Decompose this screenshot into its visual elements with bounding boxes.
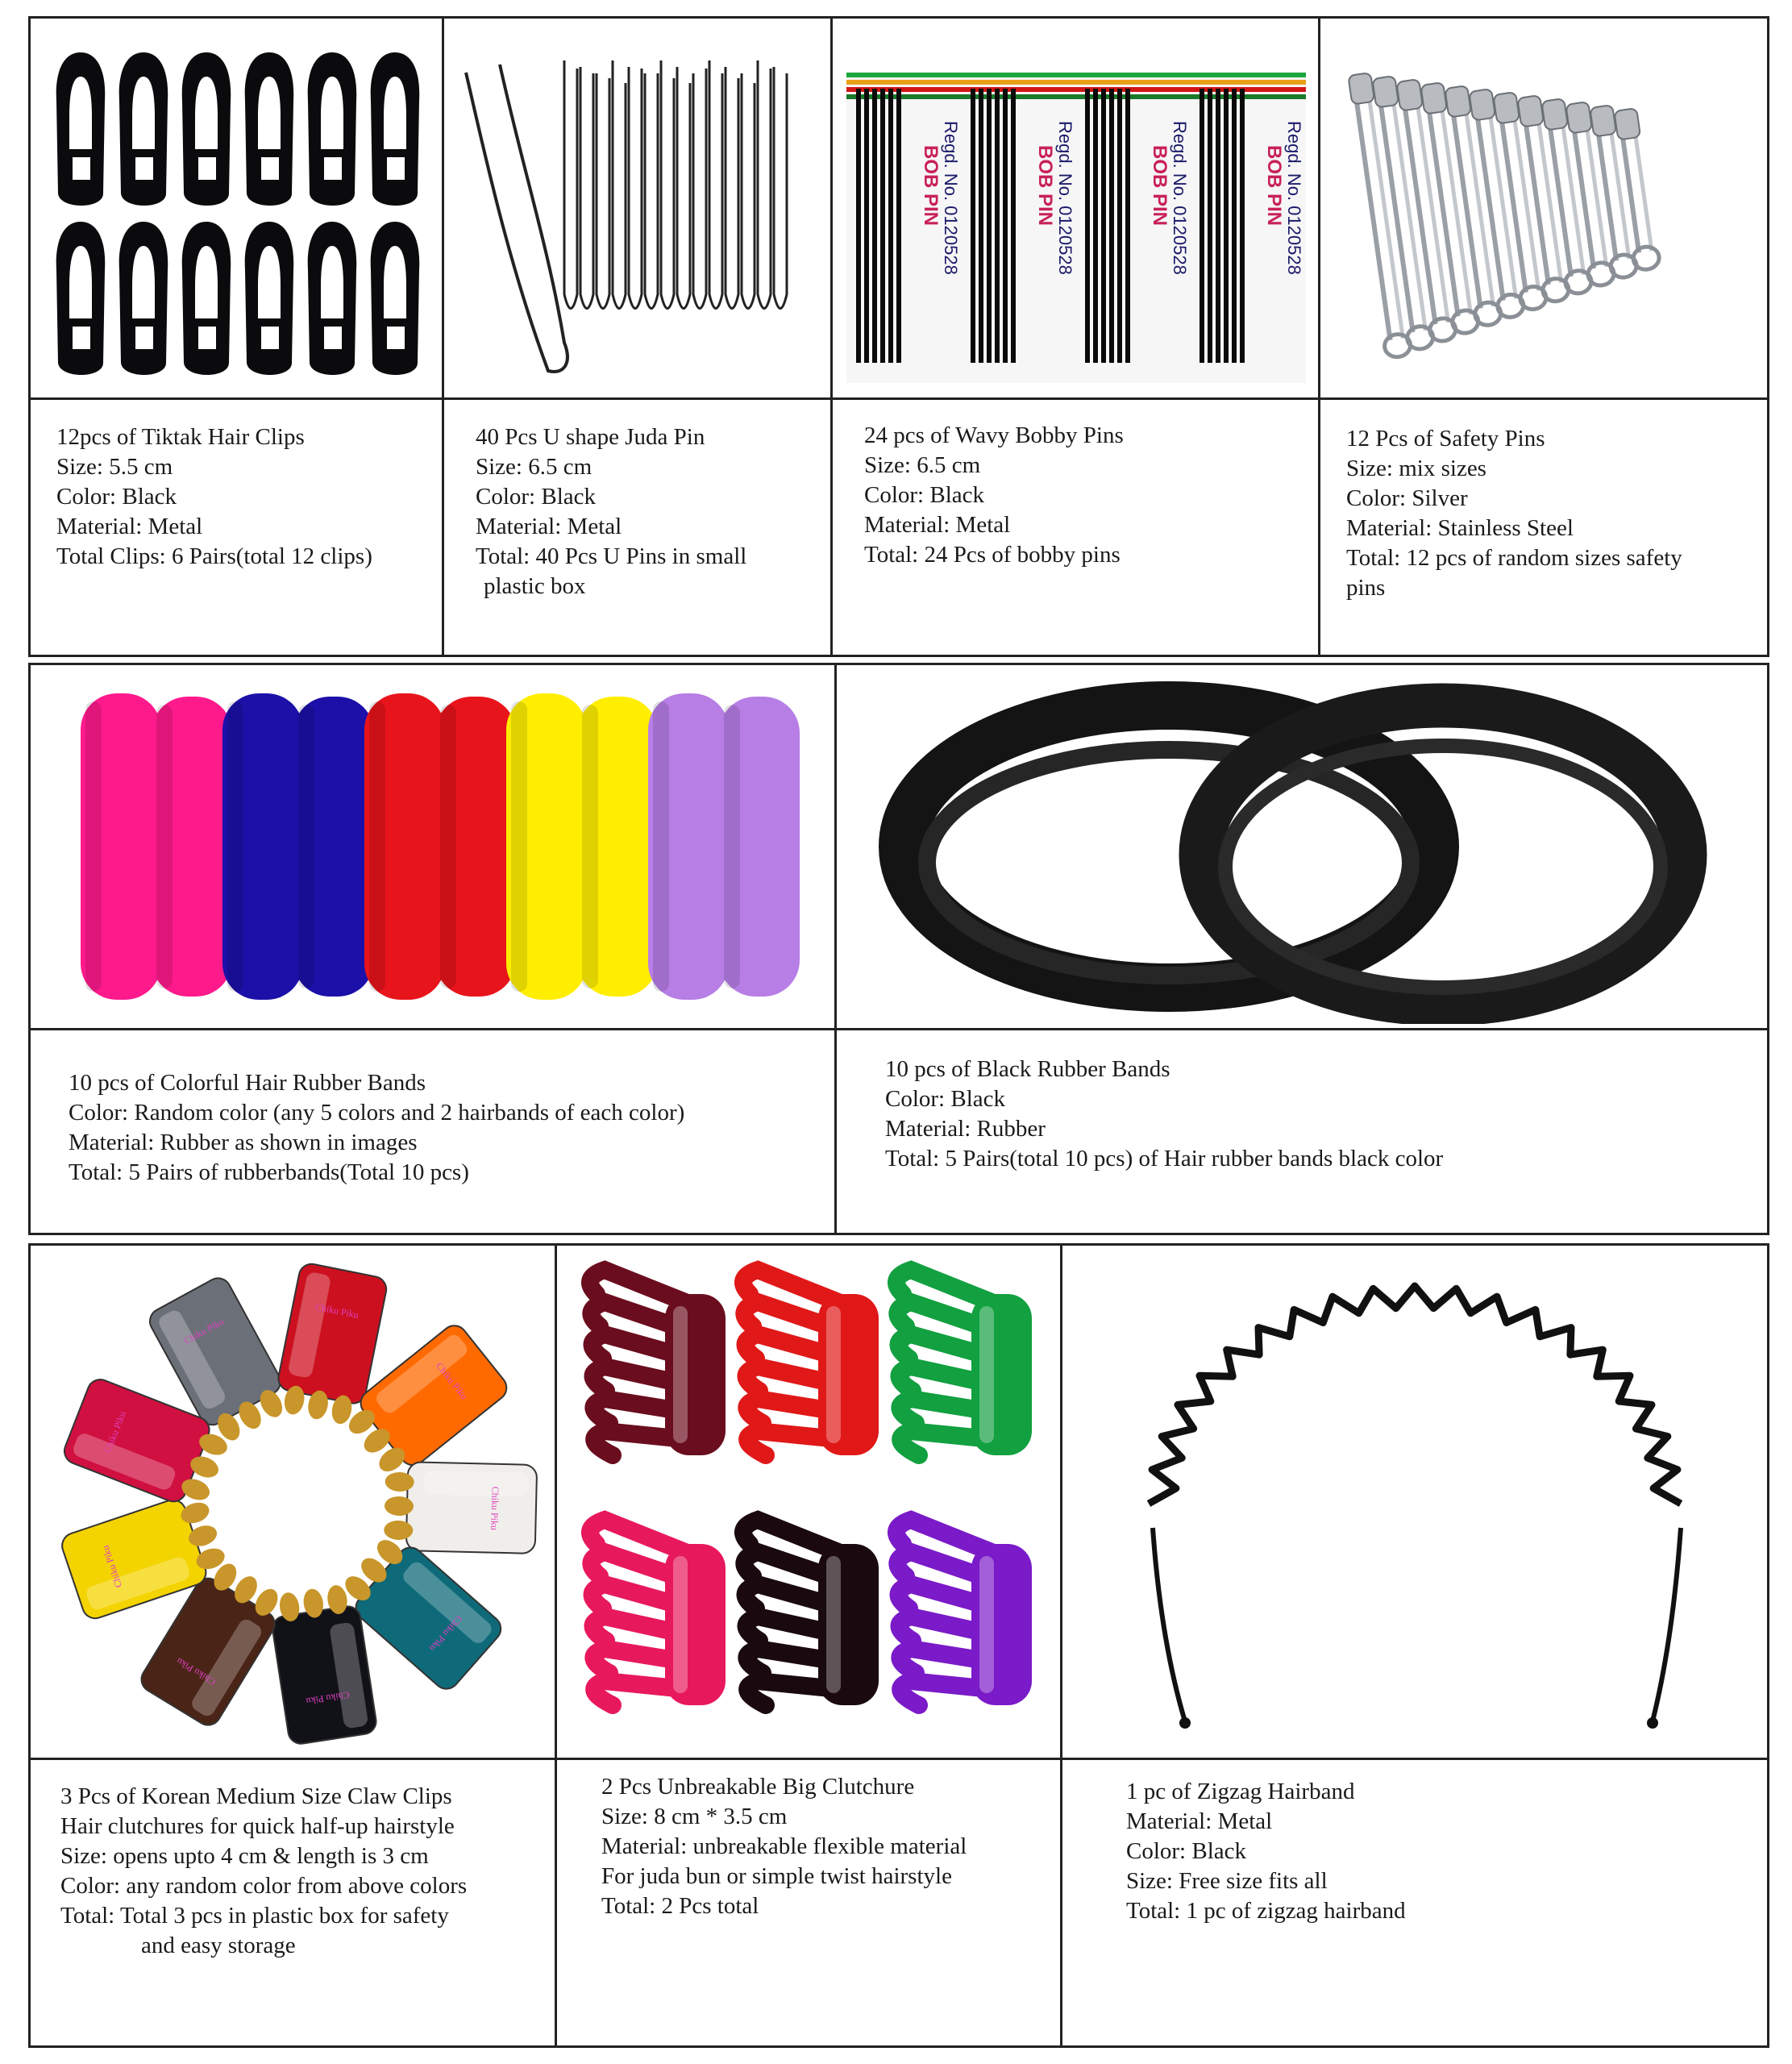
zigzag-hairband-icon [1072, 1262, 1757, 1746]
rubber-band-icon [364, 693, 445, 1000]
caption-line: For juda bun or simple twist hairstyle [601, 1863, 952, 1889]
row2-col-divider [834, 663, 837, 1235]
claw-clip-brand: Chiku Piku [426, 1613, 465, 1654]
caption-line: Total: 5 Pairs(total 10 pcs) of Hair rubber bands black color [885, 1146, 1444, 1171]
row1-col-divider-3 [1318, 16, 1320, 657]
tiktak-caption [56, 422, 372, 572]
row3-col-divider-1 [555, 1243, 557, 2048]
clutchure-icon [743, 1520, 879, 1705]
rubber-band-icon [577, 697, 658, 997]
caption-line: 3 Pcs of Korean Medium Size Claw Clips [60, 1783, 452, 1809]
caption-line: Color: Silver [1346, 485, 1468, 511]
bobby-pin-icon [1208, 89, 1212, 363]
tiktak-clip-icon [308, 222, 357, 375]
bobby-card-regd: Regd. No. 0120528 [941, 121, 961, 275]
black-bands-caption [885, 1055, 1443, 1174]
claw-clip-brand: Chiku Piku [305, 1689, 351, 1708]
big-clutchure-icon [572, 1246, 1052, 1758]
tiktak-clip-icon [245, 222, 294, 375]
clutchure-icon [590, 1270, 726, 1455]
tiktak-clip-icon [182, 222, 231, 375]
bobby-card-icon [846, 73, 1306, 383]
caption-line: Material: Metal [1126, 1808, 1273, 1834]
bobby-pin-icon [1125, 89, 1130, 363]
claw-clip-brand: Chiku Piku [181, 1315, 227, 1347]
bobby-pin-icon [987, 89, 992, 363]
caption-line: 12 Pcs of Safety Pins [1346, 426, 1545, 452]
caption-line: Size: opens upto 4 cm & length is 3 cm [60, 1843, 429, 1869]
caption-line: pins [1346, 575, 1386, 601]
tiktak-clip-icon [182, 52, 231, 206]
caption-line: Size: 6.5 cm [864, 452, 981, 478]
row1-divider [28, 397, 1769, 400]
bobby-pins-icon [846, 73, 1306, 383]
caption-line: Size: 6.5 cm [476, 454, 592, 480]
caption-line: Material: unbreakable flexible material [601, 1833, 967, 1859]
caption-line: Material: Rubber [885, 1116, 1046, 1142]
bobby-pin-icon [971, 89, 975, 363]
bobby-card-regd: Regd. No. 0120528 [1284, 121, 1304, 275]
bobby-pin-icon [896, 89, 901, 363]
zigzag-band-icon [1149, 1286, 1681, 1729]
caption-line: Total: 24 Pcs of bobby pins [864, 542, 1121, 568]
u-pins-caption [476, 422, 746, 601]
u-pins-icon [459, 52, 814, 391]
caption-line: Total: 12 pcs of random sizes safety [1346, 545, 1682, 571]
tiktak-clip-icon [245, 52, 294, 206]
rubber-band-icon [719, 697, 800, 997]
rubber-band-icon [222, 693, 303, 1000]
claw-clips-icon [48, 1254, 548, 1754]
claw-clip-icon [384, 1462, 538, 1554]
zigzag-caption [1126, 1777, 1406, 1926]
caption-line: 10 pcs of Colorful Hair Rubber Bands [69, 1070, 426, 1096]
bobby-pin-icon [1003, 89, 1008, 363]
bobby-pin-icon [880, 89, 885, 363]
bobby-pin-icon [1117, 89, 1122, 363]
bobby-card-label: BOB PIN [920, 145, 942, 227]
tiktak-clip-icon [308, 52, 357, 206]
bobby-pin-icon [864, 89, 869, 363]
rubber-band-icon [506, 693, 587, 1000]
tiktak-clip-icon [371, 222, 420, 375]
bobby-card-regd: Regd. No. 0120528 [1055, 121, 1075, 275]
caption-line: 40 Pcs U shape Juda Pin [476, 424, 705, 450]
claw-clips-caption [60, 1782, 467, 1961]
safety-pins-icon [1330, 60, 1757, 391]
bobby-pin-icon [1093, 89, 1098, 363]
bobby-card-label: BOB PIN [1263, 145, 1285, 227]
tiktak-clip-icon [56, 222, 106, 375]
caption-line: Total: 2 Pcs total [601, 1893, 759, 1919]
bobby-pin-icon [995, 89, 1000, 363]
caption-line: Hair clutchures for quick half-up hairstyle [60, 1813, 455, 1839]
bobby-pin-icon [1101, 89, 1106, 363]
caption-line: 24 pcs of Wavy Bobby Pins [864, 422, 1124, 448]
bobby-card-label: BOB PIN [1149, 145, 1170, 227]
safety-pin-icon [1395, 79, 1457, 343]
tiktak-clip-icon [56, 52, 106, 206]
caption-line: 1 pc of Zigzag Hairband [1126, 1779, 1355, 1804]
caption-line: Color: Black [1126, 1838, 1247, 1864]
caption-line: Size: mix sizes [1346, 456, 1486, 481]
safety-pin-icon [1419, 82, 1479, 335]
caption-line: Color: any random color from above colors [60, 1873, 468, 1899]
black-band-icon [903, 705, 1435, 988]
bobby-pin-icon [979, 89, 983, 363]
rubber-band-icon [152, 697, 232, 997]
bobby-pin-icon [1011, 89, 1016, 363]
bobby-pin-icon [872, 89, 877, 363]
tiktak-clips-icon [48, 48, 427, 387]
caption-line: 12pcs of Tiktak Hair Clips [56, 424, 305, 450]
bobby-pins-caption [864, 421, 1124, 570]
black-bands-icon [879, 669, 1741, 1024]
big-clutchure-caption [601, 1772, 967, 1921]
caption-line: Material: Rubber as shown in images [69, 1130, 418, 1155]
clutchure-icon [590, 1520, 726, 1705]
caption-line: Total: Total 3 pcs in plastic box for safety [60, 1903, 449, 1929]
bobby-pin-icon [1200, 89, 1204, 363]
rubber-band-icon [81, 693, 161, 1000]
clutchure-icon [896, 1520, 1032, 1705]
row1-col-divider-2 [830, 16, 833, 657]
caption-line: Color: Random color (any 5 colors and 2 hairbands of each color) [69, 1100, 685, 1126]
u-pin-icon [466, 60, 787, 372]
claw-clip-brand: Chiku Piku [174, 1655, 218, 1688]
claw-clip-brand: Chiku Piku [102, 1409, 129, 1455]
bobby-pin-icon [856, 89, 861, 363]
caption-line: Total: 40 Pcs U Pins in small [476, 543, 747, 569]
bobby-pin-icon [1232, 89, 1237, 363]
bobby-pin-icon [1216, 89, 1220, 363]
bobby-pin-icon [1224, 89, 1229, 363]
safety-pins-caption [1346, 424, 1682, 603]
safety-pin-icon [1346, 73, 1412, 359]
safety-pin-icon [1370, 76, 1434, 351]
claw-clip-brand: Chiku Piku [99, 1544, 125, 1590]
caption-line: Material: Stainless Steel [1346, 515, 1574, 541]
bobby-card-label: BOB PIN [1034, 145, 1056, 227]
colorful-bands-caption [69, 1068, 684, 1188]
caption-line: Material: Metal [476, 514, 622, 539]
caption-line: Size: Free size fits all [1126, 1868, 1328, 1894]
bobby-pin-icon [1085, 89, 1090, 363]
caption-line: plastic box [484, 573, 586, 599]
bobby-pin-icon [1240, 89, 1245, 363]
row3-divider [28, 1758, 1769, 1760]
caption-line: Color: Black [476, 484, 597, 510]
caption-line: Color: Black [56, 484, 177, 510]
caption-line: and easy storage [141, 1933, 296, 1958]
row1-col-divider-1 [442, 16, 444, 657]
caption-line: 2 Pcs Unbreakable Big Clutchure [601, 1774, 915, 1800]
caption-line: Total Clips: 6 Pairs(total 12 clips) [56, 543, 372, 569]
bobby-card-regd: Regd. No. 0120528 [1170, 121, 1190, 275]
caption-line: Size: 5.5 cm [56, 454, 173, 480]
claw-clip-brand: Chiku Piku [489, 1486, 501, 1531]
tiktak-clip-icon [119, 222, 168, 375]
caption-line: Color: Black [885, 1086, 1006, 1112]
tiktak-clip-icon [371, 52, 420, 206]
row2-divider [28, 1028, 1769, 1030]
bobby-pin-icon [888, 89, 893, 363]
caption-line: Color: Black [864, 482, 985, 508]
claw-clip-brand: Chiku Piku [314, 1300, 360, 1321]
row3-col-divider-2 [1060, 1243, 1062, 2048]
claw-clip-brand: Chiku Piku [434, 1360, 471, 1402]
caption-line: Material: Metal [864, 512, 1011, 538]
rubber-band-icon [435, 697, 516, 997]
caption-line: 10 pcs of Black Rubber Bands [885, 1056, 1170, 1082]
caption-line: Total: 5 Pairs of rubberbands(Total 10 pcs) [69, 1159, 469, 1185]
clutchure-icon [743, 1270, 879, 1455]
tiktak-clip-icon [119, 52, 168, 206]
caption-line: Total: 1 pc of zigzag hairband [1126, 1898, 1406, 1924]
caption-line: Material: Metal [56, 514, 203, 539]
caption-line: Size: 8 cm * 3.5 cm [601, 1804, 788, 1829]
colorful-bands-icon [73, 669, 814, 1024]
bobby-pin-icon [1109, 89, 1114, 363]
rubber-band-icon [648, 693, 729, 1000]
clutchure-icon [896, 1270, 1032, 1455]
rubber-band-icon [293, 697, 374, 997]
